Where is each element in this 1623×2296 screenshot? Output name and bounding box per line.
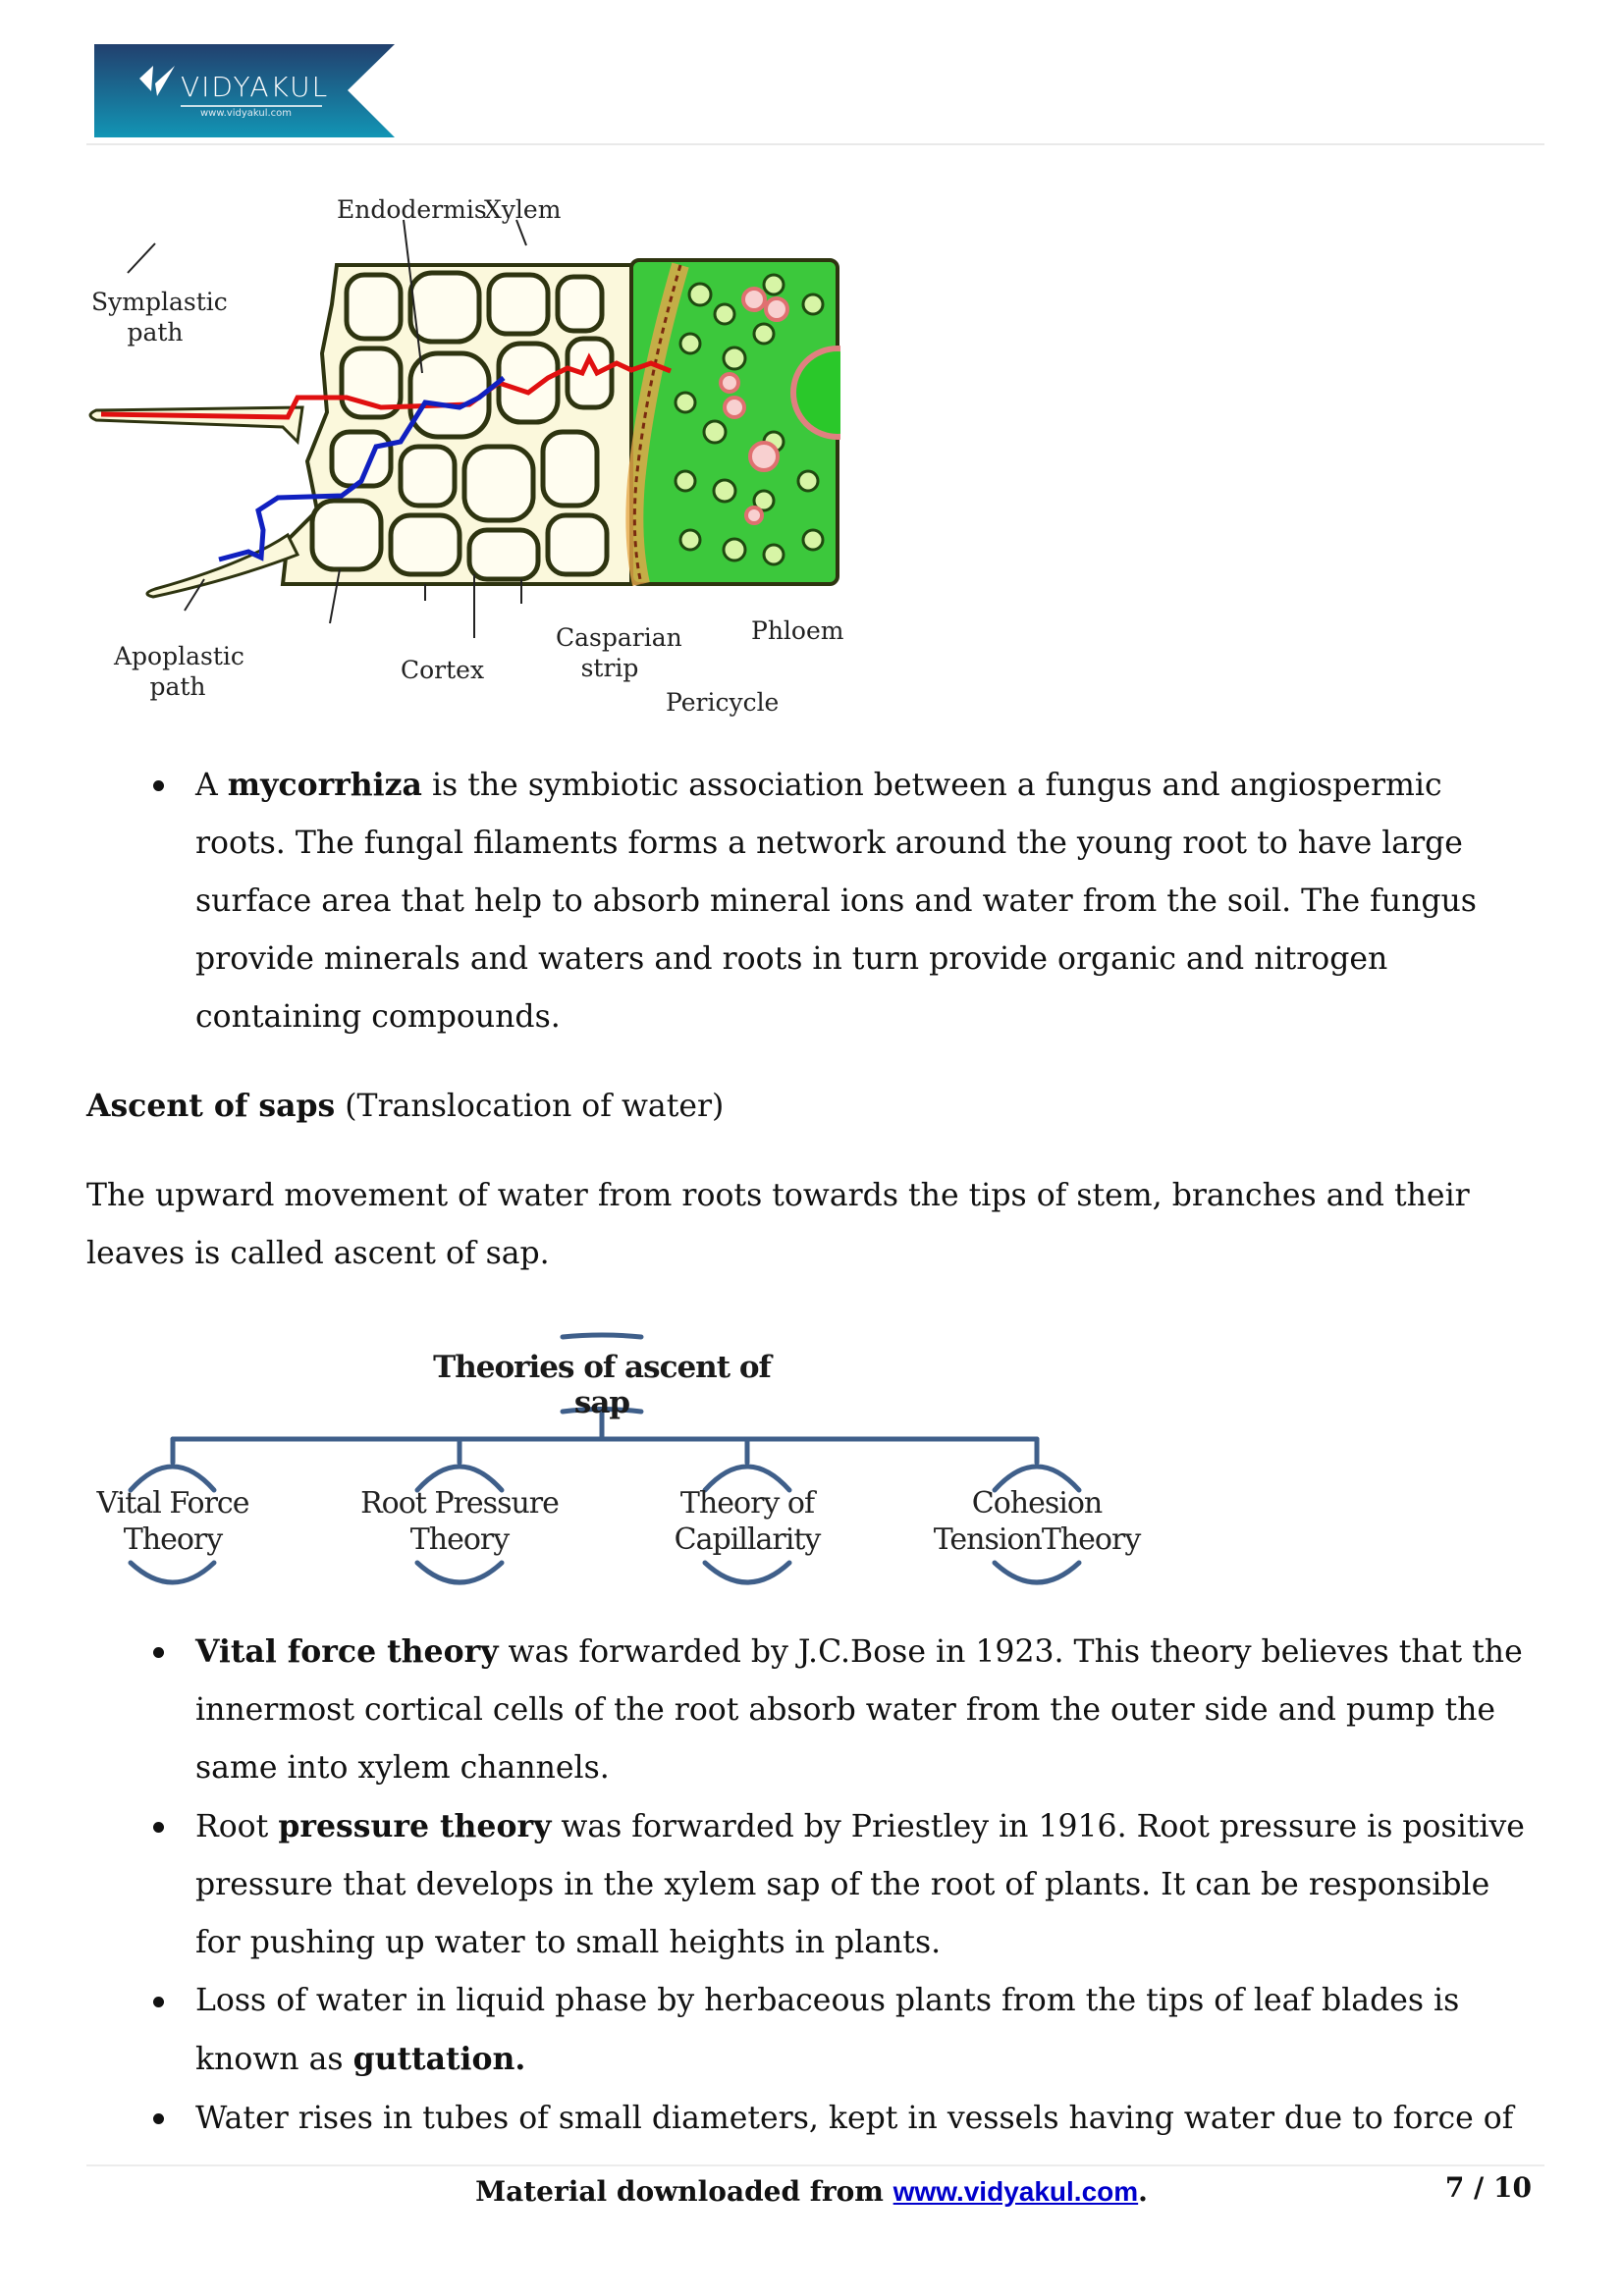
node-cohesion-tension-theory: Cohesion TensionTheory [933,1486,1141,1557]
mycorrhiza-section [86,756,1540,1046]
footer-divider [86,2164,1544,2166]
label-endodermis: Endodermis [337,195,487,224]
ascent-heading: Ascent of saps (Translocation of water) [86,1088,725,1124]
brand-url: www.vidyakul.com [200,108,293,119]
node-capillarity-theory: Theory of Capillarity [674,1486,821,1557]
label-casparian-strip: Casparian strip [556,623,682,682]
node-root-pressure-theory: Root Pressure Theory [360,1486,559,1557]
flowchart-title: Theories of ascent of sap [433,1350,771,1420]
header-divider [86,143,1544,145]
term-mycorrhiza: mycorrhiza [227,767,422,803]
list-item: Water rises in tubes of small diameters, kept in vessels having water due to force of [86,2089,1540,2148]
label-apoplastic-path: Apoplastic path [114,642,244,701]
list-item: A mycorrhiza is the symbiotic association between a fungus and angiospermic roots. The fungal filaments forms a network around the young root to have large surface area that help to absorb mineral ions and water from the soil. The fungus provide minerals and waters and roots in turn provide organic and nitrogen containing compounds. [86,756,1540,1046]
label-pericycle: Pericycle [666,688,780,717]
label-xylem: Xylem [484,195,562,224]
list-item: Loss of water in liquid phase by herbaceous plants from the tips of leaf blades is known as guttation. [86,1972,1540,2089]
node-vital-force-theory: Vital Force Theory [96,1486,249,1557]
ascent-definition: The upward movement of water from roots towards the tips of stem, branches and their leaves is called ascent of sap. [86,1178,1470,1271]
label-phloem: Phloem [751,616,844,645]
vidyakul-link[interactable]: www.vidyakul.com [893,2176,1139,2207]
list-item: Root pressure theory was forwarded by Priestley in 1916. Root pressure is positive pressure that develops in the xylem sap of the root of plants. It can be responsible for pushing up water to small heights in plants. [86,1797,1540,1972]
label-cortex: Cortex [401,656,485,684]
label-symplastic-path: Symplastic path [91,288,228,347]
brand-name: VIDYAKUL [181,71,330,103]
list-item: Vital force theory was forwarded by J.C.Bose in 1923. This theory believes that the innermost cortical cells of the root absorb water from the outer side and pump the same into xylem channels. [86,1623,1540,1797]
vidyakul-logo [94,44,395,137]
footer-attribution: Material downloaded from www.vidyakul.com. [475,2175,1148,2208]
theory-points [86,1623,1540,2148]
theories-flowchart [86,1325,1166,1600]
root-cross-section-diagram [86,187,862,726]
section-title: Ascent of saps [86,1088,336,1124]
page-number: 7 / 10 [1444,2171,1532,2204]
